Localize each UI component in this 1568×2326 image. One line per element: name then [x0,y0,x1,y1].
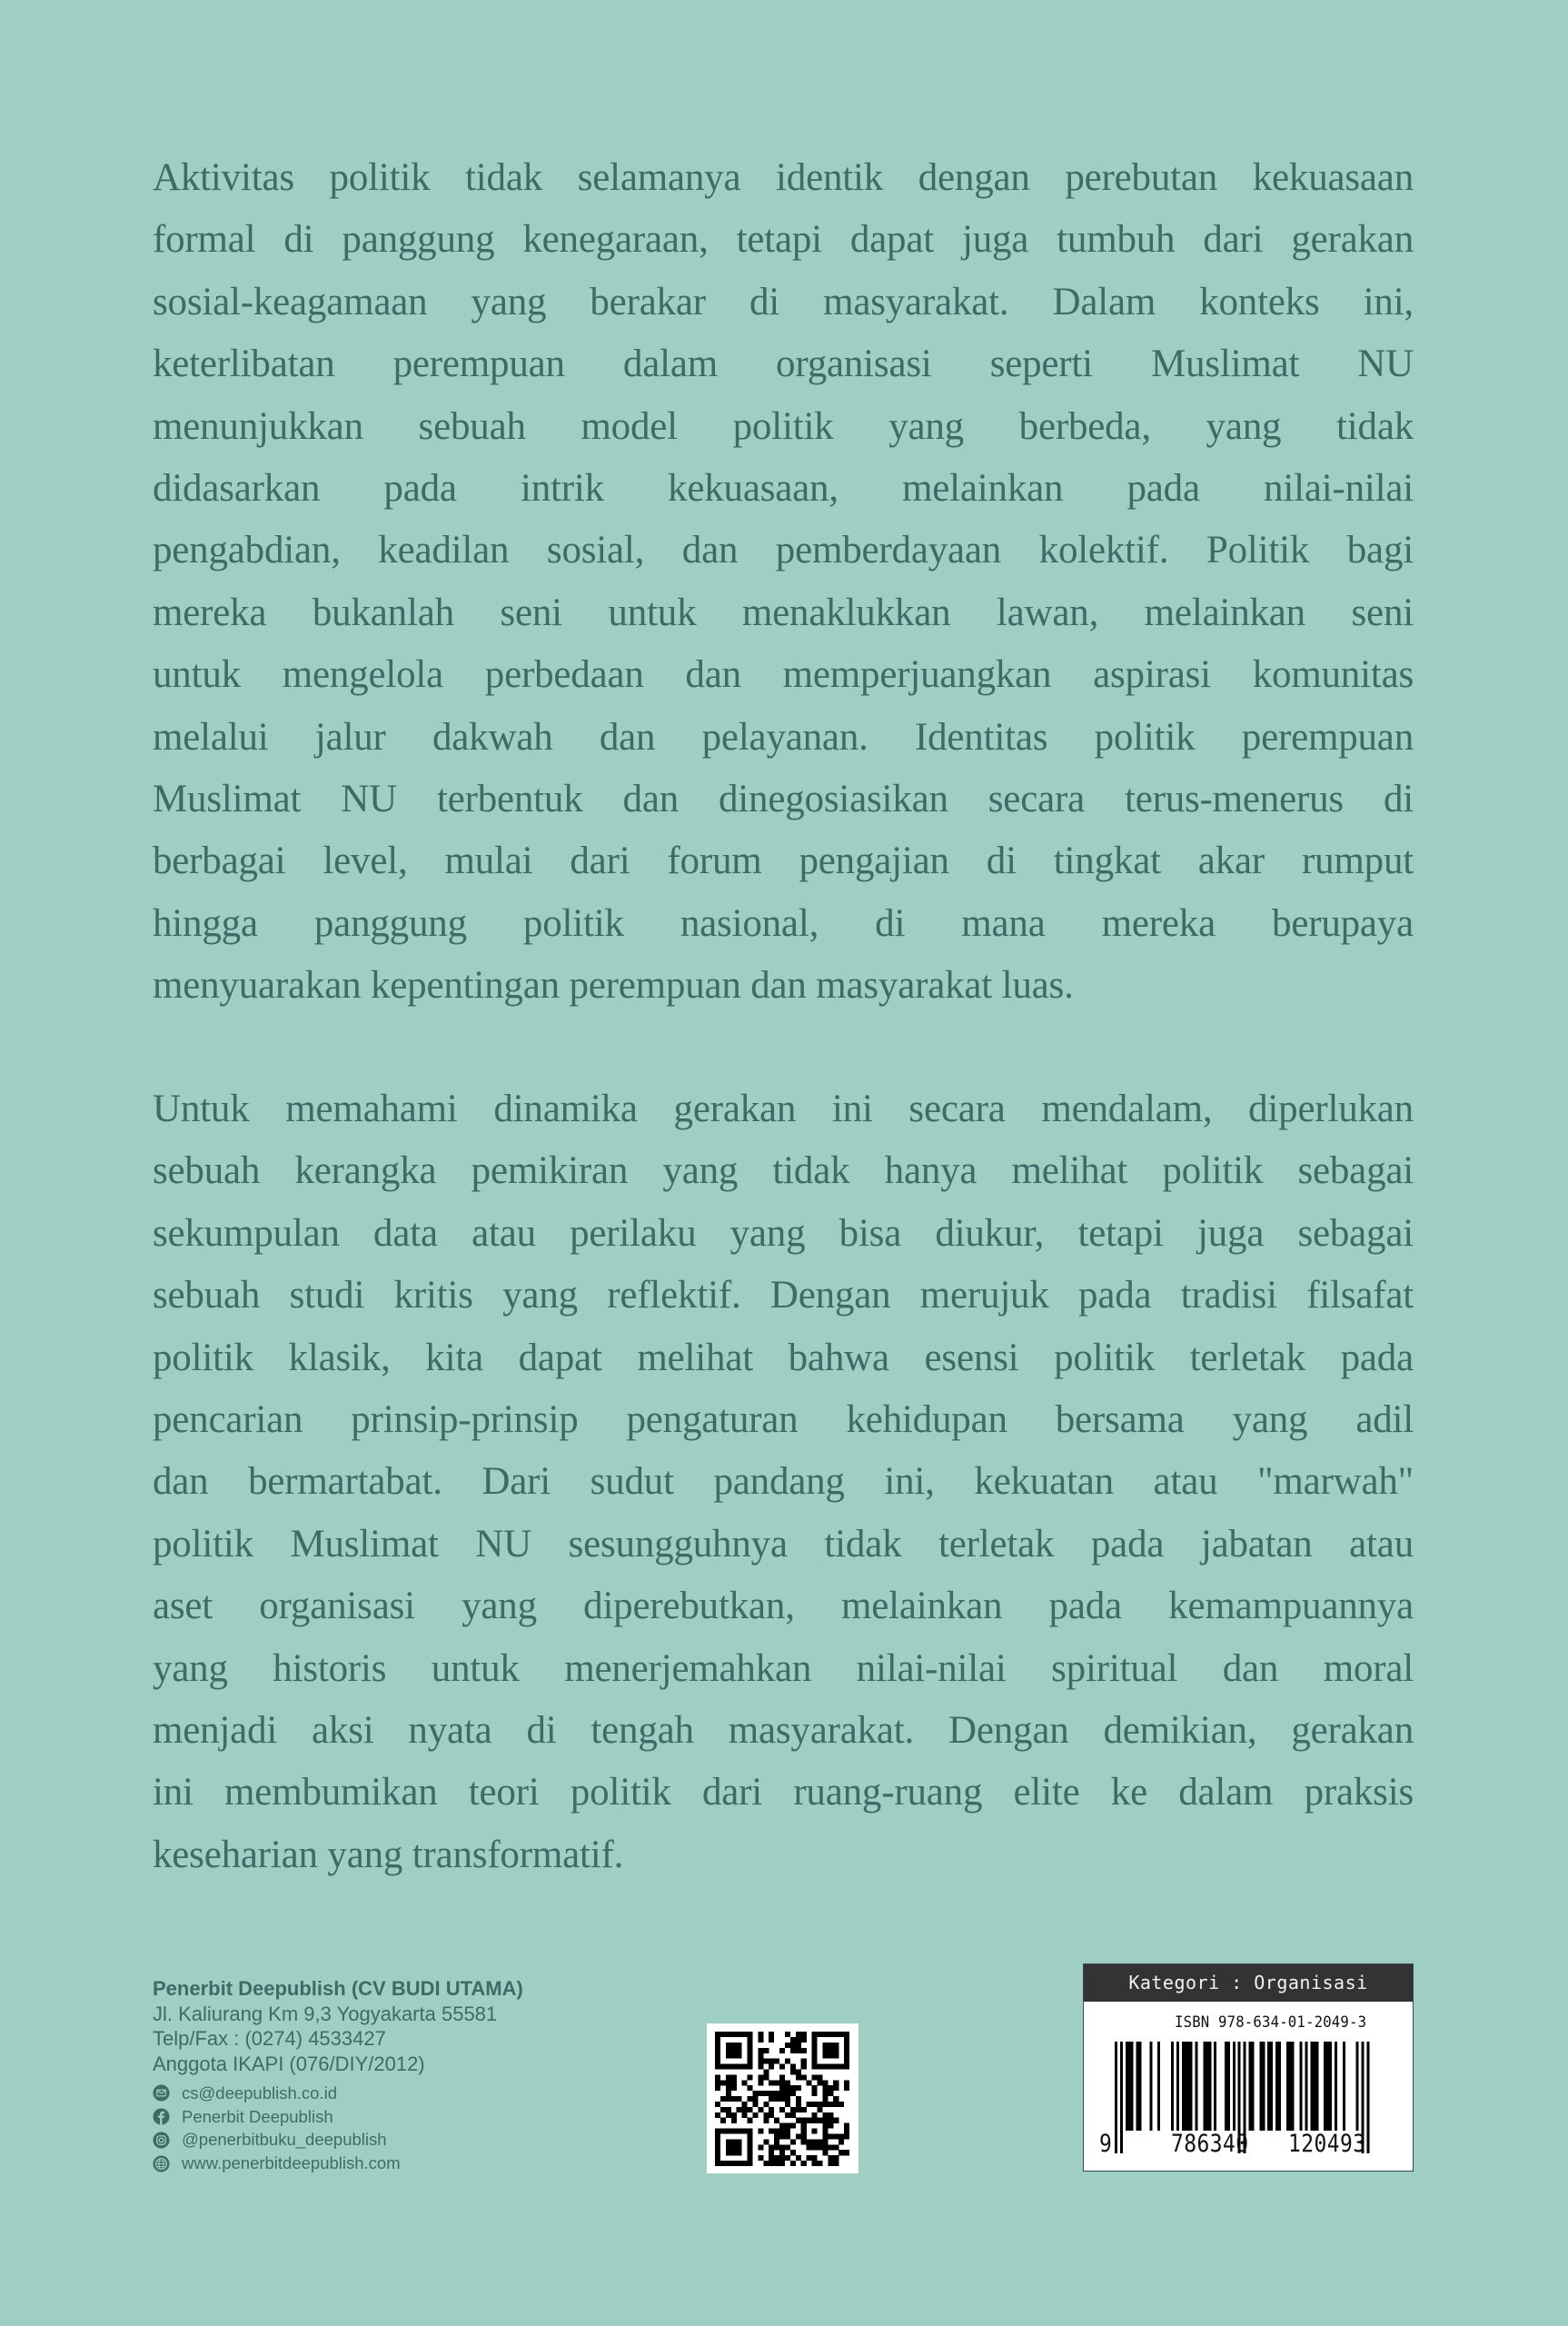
publisher-name: Penerbit Deepublish (CV BUDI UTAMA) [153,1977,523,2000]
barcode-bar [1214,2042,1216,2131]
text-line: pengabdian, keadilan sosial, dan pemberdayaan kolektif. Politik bagi [153,529,1414,572]
barcode-bar [1356,2042,1359,2131]
text-line: menjadi aksi nyata di tengah masyarakat. Dengan demikian, gerakan [153,1708,1414,1752]
barcode-bar [1335,2042,1337,2131]
ean-first-digit: 9 [1099,2130,1112,2158]
publisher-membership: Anggota IKAPI (076/DIY/2012) [153,2052,425,2075]
publisher-info [153,1976,661,2175]
barcode-bar [1343,2042,1345,2131]
barcode-bar [1196,2042,1198,2131]
barcode-bar [1136,2042,1139,2131]
publisher-address: Jl. Kaliurang Km 9,3 Yogyakarta 55581 [153,2002,498,2025]
contact-list [153,2082,661,2175]
barcode-bar [1270,2042,1273,2131]
text-line: sosial-keagamaan yang berakar di masyarakat. Dalam konteks ini, [153,280,1414,323]
ean-left-group: 786340 [1171,2130,1249,2158]
text-line: sekumpulan data atau perilaku yang bisa diukur, tetapi juga sebagai [153,1211,1414,1255]
text-line: melalui jalur dakwah dan pelayanan. Identitas politik perempuan [153,715,1414,759]
text-line: keseharian yang transformatif. [153,1833,624,1876]
barcode-bar [1259,2042,1262,2131]
contact-website-text: www.penerbitdeepublish.com [182,2153,401,2173]
barcode-bar [1206,2042,1208,2131]
category-label: Kategori : Organisasi [1084,1964,1413,2002]
contact-website[interactable] [153,2152,661,2175]
text-line: menunjukkan sebuah model politik yang berbeda, yang tidak [153,404,1414,448]
text-line: Untuk memahami dinamika gerakan ini secara mendalam, diperlukan [153,1088,1414,1130]
barcode-bar [1310,2042,1313,2131]
text-line: menyuarakan kepentingan perempuan dan masyarakat luas. [153,964,1074,1008]
paragraph-2 [153,1079,1414,1886]
barcode-bar [1286,2042,1289,2131]
ean-right-group: 120493 [1288,2130,1366,2158]
barcode-bar [1278,2042,1281,2131]
barcode-bar [1305,2042,1307,2131]
barcode-bar [1115,2042,1117,2153]
text-line: berbagai level, mulai dari forum pengajian di tingkat akar rumput [153,840,1414,883]
barcode-bar [1187,2042,1190,2131]
barcode-bar [1149,2042,1152,2131]
globe-icon [153,2155,170,2172]
barcode-bar [1329,2042,1332,2131]
barcode-bar [1176,2042,1179,2131]
barcode-bar [1249,2042,1252,2131]
text-line: pencarian prinsip-prinsip pengaturan kehidupan bersama yang adil [153,1397,1414,1441]
facebook-icon [153,2108,170,2125]
text-line: untuk mengelola perbedaan dan memperjuangkan aspirasi komunitas [153,653,1414,697]
barcode-bar [1128,2042,1131,2131]
contact-instagram-text: @penerbitbuku_deepublish [182,2130,387,2150]
text-line: aset organisasi yang diperebutkan, melainkan pada kemampuannya [153,1585,1414,1628]
text-line: ini membumikan teori politik dari ruang-ruang elite ke dalam praksis [153,1771,1414,1814]
barcode-bar [1300,2042,1303,2131]
barcode-bar [1275,2042,1278,2131]
barcode-bar [1157,2042,1160,2131]
isbn-number: ISBN 978-634-01-2049-3 [1175,2013,1367,2032]
barcode-bar [1251,2042,1254,2131]
barcode-bar [1366,2042,1369,2153]
qr-code-icon [715,2032,849,2166]
barcode-bar [1120,2042,1123,2153]
text-line: Aktivitas politik tidak selamanya identik dengan perebutan kekuasaan [153,156,1414,199]
barcode-bar [1182,2042,1185,2131]
barcode-bar [1313,2042,1315,2131]
text-line: keterlibatan perempuan dalam organisasi seperti Muslimat NU [153,343,1414,386]
contact-facebook-text: Penerbit Deepublish [182,2106,333,2126]
text-line: dan bermartabat. Dari sudut pandang ini, kekuatan atau "marwah" [153,1460,1414,1504]
barcode-bar [1131,2042,1134,2131]
barcode-bar [1233,2042,1236,2131]
barcode-bar [1227,2042,1230,2131]
publisher-phone: Telp/Fax : (0274) 4533427 [153,2027,386,2050]
contact-email[interactable] [153,2082,661,2105]
text-line: yang historis untuk menerjemahkan nilai-nilai spiritual dan moral [153,1646,1414,1690]
qr-code[interactable] [707,2023,858,2173]
text-line: hingga panggung politik nasional, di mana mereka berupaya [153,901,1414,945]
email-icon [153,2084,170,2102]
isbn-barcode-panel [1083,1963,1414,2172]
barcode-bar [1225,2042,1227,2131]
barcode-bar [1203,2042,1206,2131]
text-line: sebuah kerangka pemikiran yang tidak hanya melihat politik sebagai [153,1149,1414,1193]
contact-instagram[interactable] [153,2129,661,2152]
barcode-bar [1185,2042,1187,2131]
text-line: politik Muslimat NU sesungguhnya tidak terletak pada jabatan atau [153,1522,1414,1566]
contact-facebook[interactable] [153,2105,661,2129]
barcode-bar [1292,2042,1295,2131]
text-line: politik klasik, kita dapat melihat bahwa esensi politik terletak pada [153,1336,1414,1379]
barcode-bar [1171,2042,1174,2131]
barcode-bar [1326,2042,1329,2131]
text-line: didasarkan pada intrik kekuasaan, melainkan pada nilai-nilai [153,466,1414,510]
paragraph-1 [153,147,1414,1017]
barcode-bar [1324,2042,1326,2131]
barcode-bar [1289,2042,1292,2131]
barcode-bar [1208,2042,1211,2131]
contact-email-text: cs@deepublish.co.id [182,2082,337,2102]
barcode-bar [1126,2042,1128,2131]
barcode-bar [1139,2042,1142,2131]
barcode-bar [1267,2042,1270,2131]
text-line: formal di panggung kenegaraan, tetapi dapat juga tumbuh dari gerakan [153,218,1414,262]
barcode-bar [1190,2042,1193,2131]
text-line: sebuah studi kritis yang reflektif. Dengan merujuk pada tradisi filsafat [153,1274,1414,1317]
barcode-bar [1315,2042,1318,2131]
text-line: Muslimat NU terbentuk dan dinegosiasikan secara terus-menerus di [153,777,1414,820]
instagram-icon [153,2132,170,2149]
text-line: mereka bukanlah seni untuk menaklukkan lawan, melainkan seni [153,591,1414,634]
barcode-bar [1262,2042,1265,2131]
